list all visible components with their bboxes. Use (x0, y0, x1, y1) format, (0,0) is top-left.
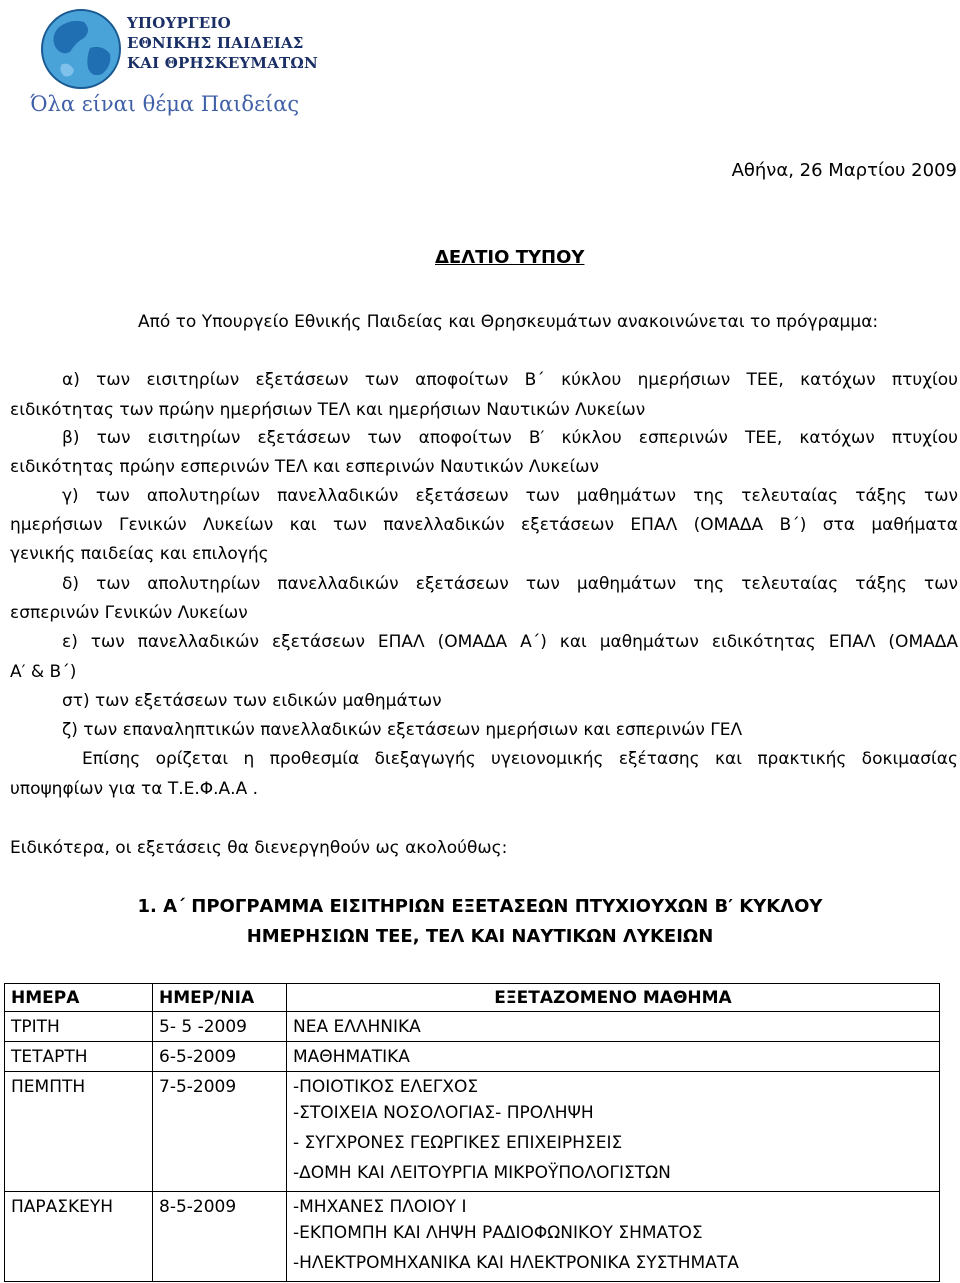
item-z: ζ) των επαναληπτικών πανελλαδικών εξετάσεων ημερήσιων και εσπερινών ΓΕΛ (62, 720, 743, 740)
item-g-line-1: γ) των απολυτηρίων πανελλαδικών εξετάσεων των μαθημάτων της τελευταίας τάξης των (62, 486, 958, 506)
intro-text: Από το Υπουργείο Εθνικής Παιδείας και Θρησκευμάτων ανακοινώνεται το πρόγραμμα: (138, 312, 879, 332)
logo-line-1: ΥΠΟΥΡΓΕΙΟ (127, 14, 231, 32)
subject-item: -ΠΟΙΟΤΙΚΟΣ ΕΛΕΓΧΟΣ (293, 1077, 479, 1097)
row-subject: ΝΕΑ ΕΛΛΗΝΙΚΑ (287, 1012, 940, 1042)
page-title: ΔΕΛΤΙΟ ΤΥΠΟΥ (435, 247, 585, 268)
subject-item: -ΕΚΠΟΜΠΗ ΚΑΙ ΛΗΨΗ ΡΑΔΙΟΦΩΝΙΚΟΥ ΣΗΜΑΤΟΣ (293, 1223, 703, 1243)
also-line-2: υποψηφίων για τα Τ.Ε.Φ.Α.Α . (10, 779, 259, 799)
row-subject: ΜΑΘΗΜΑΤΙΚΑ (287, 1042, 940, 1072)
row-subjects (287, 1192, 940, 1282)
table-header-row (5, 984, 940, 1012)
row-date: 6-5-2009 (153, 1042, 287, 1072)
ministry-logo (30, 4, 318, 122)
header-date: ΗΜΕΡ/ΝΙΑ (153, 984, 287, 1012)
table-row (5, 1192, 940, 1282)
item-g-line-2: ημερήσιων Γενικών Λυκείων και των πανελλαδικών εξετάσεων ΕΠΑΛ (ΟΜΑΔΑ Β΄) στα μαθήματα (10, 515, 958, 535)
row-subjects (287, 1072, 940, 1192)
item-b-line-2: ειδικότητας πρώην εσπερινών ΤΕΛ και εσπερινών Ναυτικών Λυκείων (10, 457, 600, 477)
logo-line-2: ΕΘΝΙΚΗΣ ΠΑΙΔΕΙΑΣ (127, 34, 304, 52)
subject-item: -ΜΗΧΑΝΕΣ ΠΛΟΙΟΥ Ι (293, 1197, 467, 1217)
row-day: ΤΡΙΤΗ (5, 1012, 153, 1042)
section-heading-line-1: 1. Α΄ ΠΡΟΓΡΑΜΜΑ ΕΙΣΙΤΗΡΙΩΝ ΕΞΕΤΑΣΕΩΝ ΠΤΥΧΙΟΥΧΩΝ Β′ ΚΥΚΛΟΥ (137, 896, 823, 917)
item-a-line-2: ειδικότητας των πρώην ημερήσιων ΤΕΛ και ημερήσιων Ναυτικών Λυκείων (10, 400, 646, 420)
item-st: στ) των εξετάσεων των ειδικών μαθημάτων (62, 691, 442, 711)
row-date: 5- 5 -2009 (153, 1012, 287, 1042)
item-a-line-1: α) των εισιτηρίων εξετάσεων των αποφοίτων Β΄ κύκλου ημερήσιων ΤΕΕ, κατόχων πτυχίου (62, 370, 958, 390)
row-date: 7-5-2009 (153, 1072, 287, 1192)
globe-icon (40, 8, 122, 90)
logo-line-3: ΚΑΙ ΘΡΗΣΚΕΥΜΑΤΩΝ (127, 54, 318, 72)
item-g-line-3: γενικής παιδείας και επιλογής (10, 544, 269, 564)
document-date: Αθήνα, 26 Μαρτίου 2009 (731, 160, 957, 181)
table-row (5, 1072, 940, 1192)
item-e-line-1: ε) των πανελλαδικών εξετάσεων ΕΠΑΛ (ΟΜΑΔΑ Α΄) και μαθημάτων ειδικότητας ΕΠΑΛ (ΟΜΑΔΑ (62, 632, 958, 652)
also-line-1: Επίσης ορίζεται η προθεσμία διεξαγωγής υγειονομικής εξέτασης και πρακτικής δοκιμασίας (82, 749, 958, 769)
specifically-text: Ειδικότερα, οι εξετάσεις θα διενεργηθούν ως ακολούθως: (10, 838, 508, 858)
row-date: 8-5-2009 (153, 1192, 287, 1282)
row-day: ΠΕΜΠΤΗ (5, 1072, 153, 1192)
subject-item: -ΗΛΕΚΤΡΟΜΗΧΑΝΙΚΑ ΚΑΙ ΗΛΕΚΤΡΟΝΙΚΑ ΣΥΣΤΗΜΑΤΑ (293, 1253, 739, 1273)
exam-schedule-table (4, 983, 940, 1282)
row-day: ΠΑΡΑΣΚΕΥΗ (5, 1192, 153, 1282)
item-b-line-1: β) των εισιτηρίων εξετάσεων των αποφοίτων Β′ κύκλου εσπερινών ΤΕΕ, κατόχων πτυχίου (62, 428, 958, 448)
item-d-line-2: εσπερινών Γενικών Λυκείων (10, 603, 248, 623)
section-heading-line-2: ΗΜΕΡΗΣΙΩΝ ΤΕΕ, ΤΕΛ ΚΑΙ ΝΑΥΤΙΚΩΝ ΛΥΚΕΙΩΝ (246, 926, 714, 947)
header-subject: ΕΞΕΤΑΖΟΜΕΝΟ ΜΑΘΗΜΑ (287, 984, 940, 1012)
item-e-line-2: Α′ & Β΄) (10, 662, 77, 682)
row-day: ΤΕΤΑΡΤΗ (5, 1042, 153, 1072)
table-row (5, 1012, 940, 1042)
subject-item: -ΔΟΜΗ ΚΑΙ ΛΕΙΤΟΥΡΓΙΑ ΜΙΚΡΟΫΠΟΛΟΓΙΣΤΩΝ (293, 1163, 671, 1183)
item-d-line-1: δ) των απολυτηρίων πανελλαδικών εξετάσεων των μαθημάτων της τελευταίας τάξης των (62, 574, 958, 594)
logo-slogan: Όλα είναι θέμα Παιδείας (30, 92, 300, 116)
subject-item: -ΣΤΟΙΧΕΙΑ ΝΟΣΟΛΟΓΙΑΣ- ΠΡΟΛΗΨΗ (293, 1103, 594, 1123)
header-day: ΗΜΕΡΑ (5, 984, 153, 1012)
table-row (5, 1042, 940, 1072)
subject-item: - ΣΥΓΧΡΟΝΕΣ ΓΕΩΡΓΙΚΕΣ ΕΠΙΧΕΙΡΗΣΕΙΣ (293, 1133, 623, 1153)
